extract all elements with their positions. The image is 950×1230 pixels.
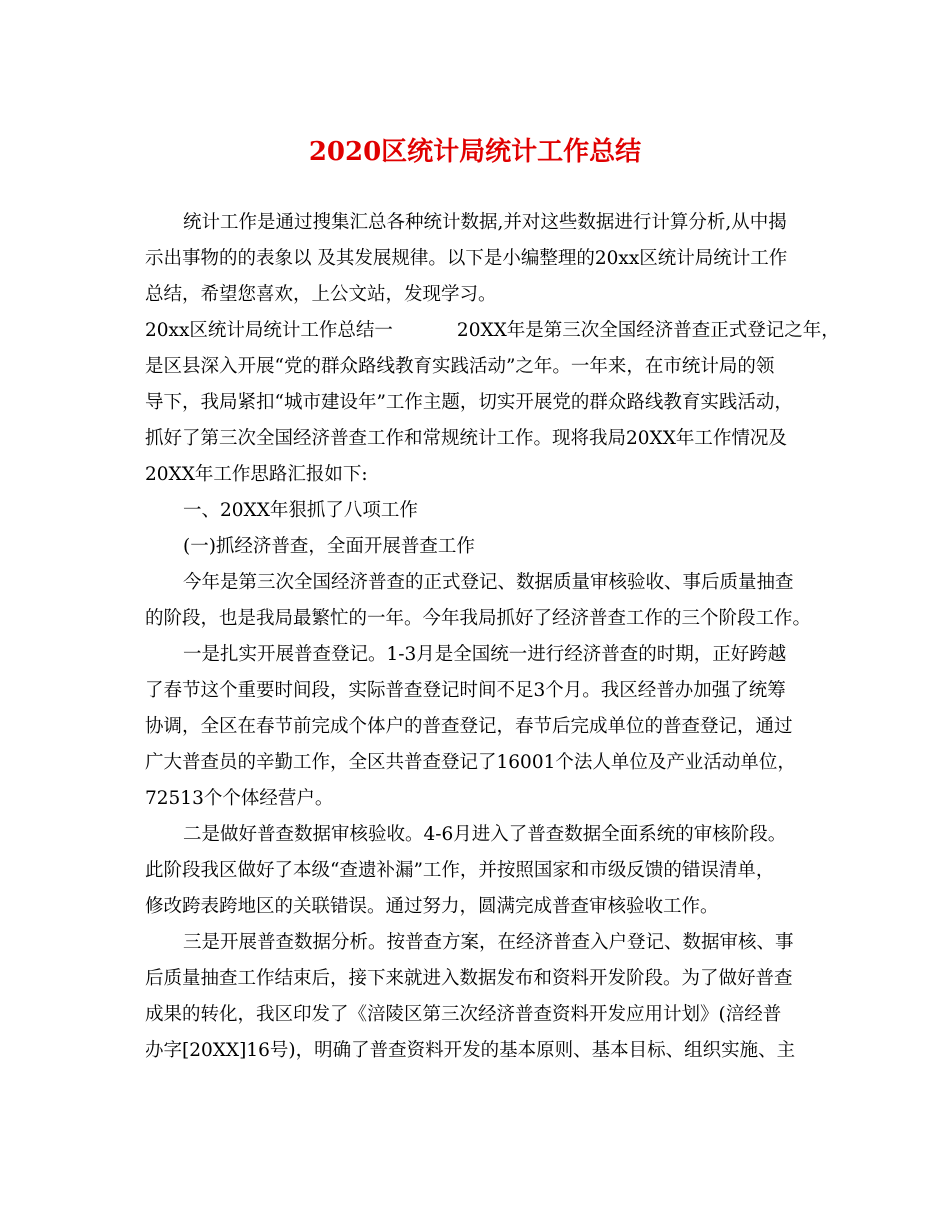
body-line: 总结，希望您喜欢，上公文站，发现学习。 (145, 284, 497, 305)
subheading-line: (一)抓经济普查，全面开展普查工作 (183, 536, 475, 557)
body-line: 一是扎实开展普查登记。1-3月是全国统一进行经济普查的时期，正好跨越 (183, 644, 787, 665)
subheading-line: 一、20XX年狠抓了八项工作 (183, 500, 418, 521)
body-line: 20XX年工作思路汇报如下: (145, 464, 368, 485)
body-line: 办字[20XX]16号)，明确了普查资料开发的基本原则、基本目标、组织实施、主 (145, 1040, 796, 1061)
section-heading-line (145, 319, 840, 343)
body-line: 的阶段，也是我局最繁忙的一年。今年我局抓好了经济普查工作的三个阶段工作。 (145, 608, 812, 629)
body-line: 了春节这个重要时间段，实际普查登记时间不足3个月。我区经普办加强了统筹 (145, 680, 786, 701)
body-line: 此阶段我区做好了本级“查遗补漏”工作，并按照国家和市级反馈的错误清单， (145, 860, 775, 881)
body-line: 是区县深入开展“党的群众路线教育实践活动”之年。一年来，在市统计局的领 (145, 356, 775, 377)
body-line: 72513个个体经营户。 (145, 788, 334, 809)
body-line: 抓好了第三次全国经济普查工作和常规统计工作。现将我局20XX年工作情况及 (145, 428, 787, 449)
document-title: 2020区统计局统计工作总结 (308, 137, 642, 167)
body-line: 协调，全区在春节前完成个体户的普查登记，春节后完成单位的普查登记，通过 (145, 716, 793, 737)
section-heading: 20xx区统计局统计工作总结一 (145, 320, 393, 341)
body-text: 20XX年是第三次全国经济普查正式登记之年， (456, 320, 840, 341)
body-line: 导下，我局紧扣“城市建设年”工作主题，切实开展党的群众路线教育实践活动， (145, 392, 793, 413)
body-line: 修改跨表跨地区的关联错误。通过努力，圆满完成普查审核验收工作。 (145, 896, 719, 917)
body-line: 成果的转化，我区印发了《涪陵区第三次经济普查资料开发应用计划》(涪经普 (145, 1004, 782, 1025)
body-line: 示出事物的的表象以 及其发展规律。以下是小编整理的20xx区统计局统计工作 (145, 248, 788, 269)
body-line: 二是做好普查数据审核验收。4-6月进入了普查数据全面系统的审核阶段。 (183, 824, 787, 845)
body-line: 统计工作是通过搜集汇总各种统计数据,并对这些数据进行计算分析,从中揭 (183, 212, 787, 233)
body-line: 今年是第三次全国经济普查的正式登记、数据质量审核验收、事后质量抽查 (183, 572, 794, 593)
body-line: 广大普查员的辛勤工作，全区共普查登记了16001个法人单位及产业活动单位， (145, 752, 796, 773)
body-line: 后质量抽查工作结束后，接下来就进入数据发布和资料开发阶段。为了做好普查 (145, 968, 793, 989)
body-line: 三是开展普查数据分析。按普查方案，在经济普查入户登记、数据审核、事 (183, 932, 794, 953)
